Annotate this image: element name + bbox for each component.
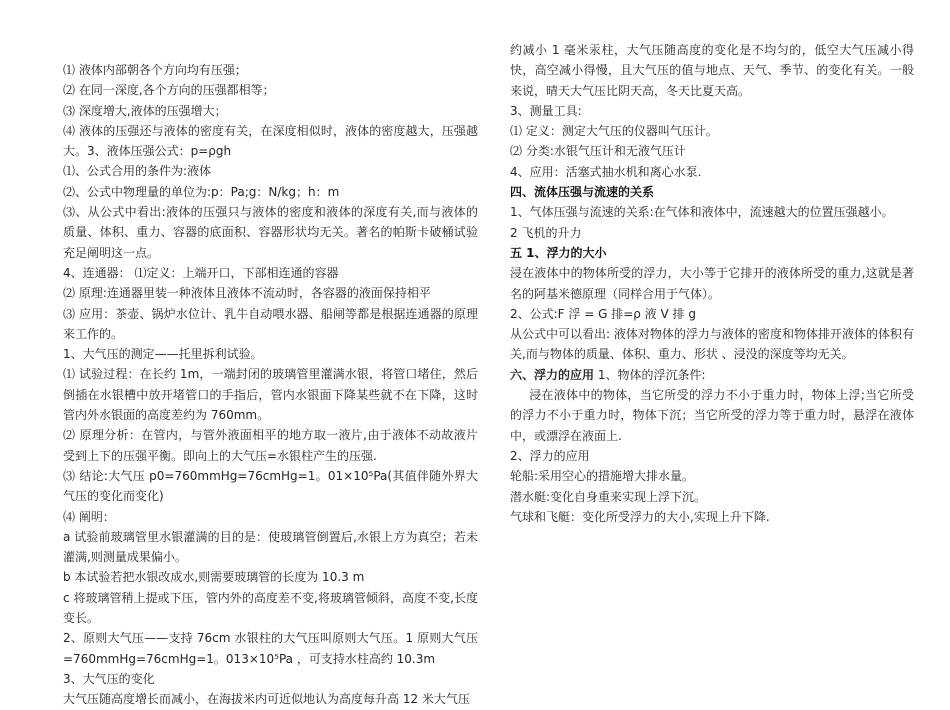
paragraph: 浸在液体中的物体所受的浮力，大小等于它排开的液体所受的重力,这就是著名的阿基米德原理（同样合用于气体）。 [510,266,914,301]
paragraph: 轮船:采用空心的措施增大排水量。 [510,469,695,484]
paragraph: 潜水艇:变化自身重来实现上浮下沉。 [510,489,707,504]
paragraph: ⑶ 结论:大气压 p0=760mmHg=76cmHg=1。01×10⁵Pa(其值伴随外界大气压的变化而变化) [63,468,478,504]
paragraph: 2、公式:F 浮 = G 排=ρ 液 V 排 g [510,306,696,321]
paragraph: ⑴ 定义：测定大气压的仪器叫气压计。 [510,124,718,139]
section-heading: 六、浮力的应用 [510,367,595,382]
paragraph: 2、原则大气压——支持 76cm 水银柱的大气压叫原则大气压。1 原则大气压=760mmHg=76cmHg=1。013×10⁵Pa ，可支持水柱高约 10.3m [63,631,478,666]
paragraph: 1、大气压的测定——托里拆利试验。 [63,347,263,362]
paragraph: 3、大气压的变化 [63,671,155,686]
paragraph: ⑷ 液体的压强还与液体的密度有关，在深度相似时，液体的密度越大，压强越大。3、液体压强公式：p=ρgh [63,123,478,159]
paragraph: ⑵ 分类:水银气压计和无液气压计 [510,144,686,159]
paragraph: ⑴、公式合用的条件为:液体 [63,164,212,179]
paragraph: ⑶ 应用：茶壶、锅炉水位计、乳牛自动喂水器、船闸等都是根据连通器的原理来工作的。 [63,306,478,341]
paragraph: c 将玻璃管稍上提或下压，管内外的高度差不变,将玻璃管倾斜，高度不变,长度变长。 [63,590,478,626]
paragraph: 1、气体压强与流速的关系:在气体和液体中，流速越大的位置压强越小。 [510,205,894,220]
paragraph: ⑵ 原理:连通器里装一种液体且液体不流动时，各容器的液面保持相平 [63,286,431,301]
paragraph: ⑵ 原理分析：在管内，与管外液面相平的地方取一液片,由于液体不动故液片受到上下的压强平衡。即向上的大气压=水银柱产生的压强. [63,428,478,463]
paragraph: b 本试验若把水银改成水,则需要玻璃管的长度为 10.3 m [63,570,365,585]
paragraph: 大气压随高度增长而减小，在海拔米内可近似地认为高度每升高 12 米大气压 [63,692,470,707]
paragraph: ⑶、从公式中看出:液体的压强只与液体的密度和液体的深度有关,而与液体的质量、体积、重力、容器的底面积、容器形状均无关。著名的帕斯卡破桶试验充足阐明这一点。 [63,205,478,260]
paragraph: 气球和飞艇：变化所受浮力的大小,实现上升下降. [510,509,770,524]
paragraph: 3、测量工具: [510,103,582,118]
paragraph: ⑴ 试验过程：在长约 1m，一端封闭的玻璃管里灌满水银，将管口堵住，然后倒插在水银槽中放开堵管口的手指后，管内水银面下降某些就不在下降，这时管内外水银面的高度差约为 760mm。 [63,367,478,423]
paragraph: 约减小 1 毫米汞柱，大气压随高度的变化是不均匀的，低空大气压减小得快，高空减小得慢，且大气压的值与地点、天气、季节、的变化有关。一般来说，晴天大气压比阴天高，冬天比夏天高。 [510,43,914,98]
left-column [63,60,478,710]
paragraph: ⑵ 在同一深度,各个方向的压强都相等； [63,83,275,98]
section-heading: 五 1、浮力的大小 [510,245,607,260]
paragraph: 2、浮力的应用 [510,448,590,463]
paragraph: ⑷ 阐明： [63,509,115,524]
paragraph: 4、连通器： ⑴定义：上端开口，下部相连通的容器 [63,265,339,280]
paragraph: 浸在液体中的物体，当它所受的浮力不小于重力时，物体上浮;当它所受的浮力不小于重力时，物体下沉；当它所受的浮力等于重力时，悬浮在液体中，或漂浮在液面上. [510,388,914,443]
subheading: 1、物体的浮沉条件: [594,367,706,382]
paragraph: 2 飞机的升力 [510,225,582,240]
paragraph: 从公式中可以看出: 液体对物体的浮力与液体的密度和物体排开液体的体积有关,而与物体的质量、体积、重力、形状 、浸没的深度等均无关。 [510,327,914,362]
paragraph: ⑴ 液体内部朝各个方向均有压强； [63,63,247,77]
right-column [510,40,914,527]
section-heading: 四、流体压强与流速的关系 [510,185,655,200]
paragraph: a 试验前玻璃管里水银灌满的目的是：使玻璃管倒置后,水银上方为真空；若未灌满,则测量成果偏小。 [63,529,478,565]
paragraph: 4、应用：活塞式抽水机和离心水泵. [510,164,702,179]
section-heading-line [510,365,914,385]
paragraph: ⑵、公式中物理量的单位为:p：Pa;g：N/kg；h：m [63,184,340,199]
paragraph: ⑶ 深度增大,液体的压强增大； [63,103,227,118]
